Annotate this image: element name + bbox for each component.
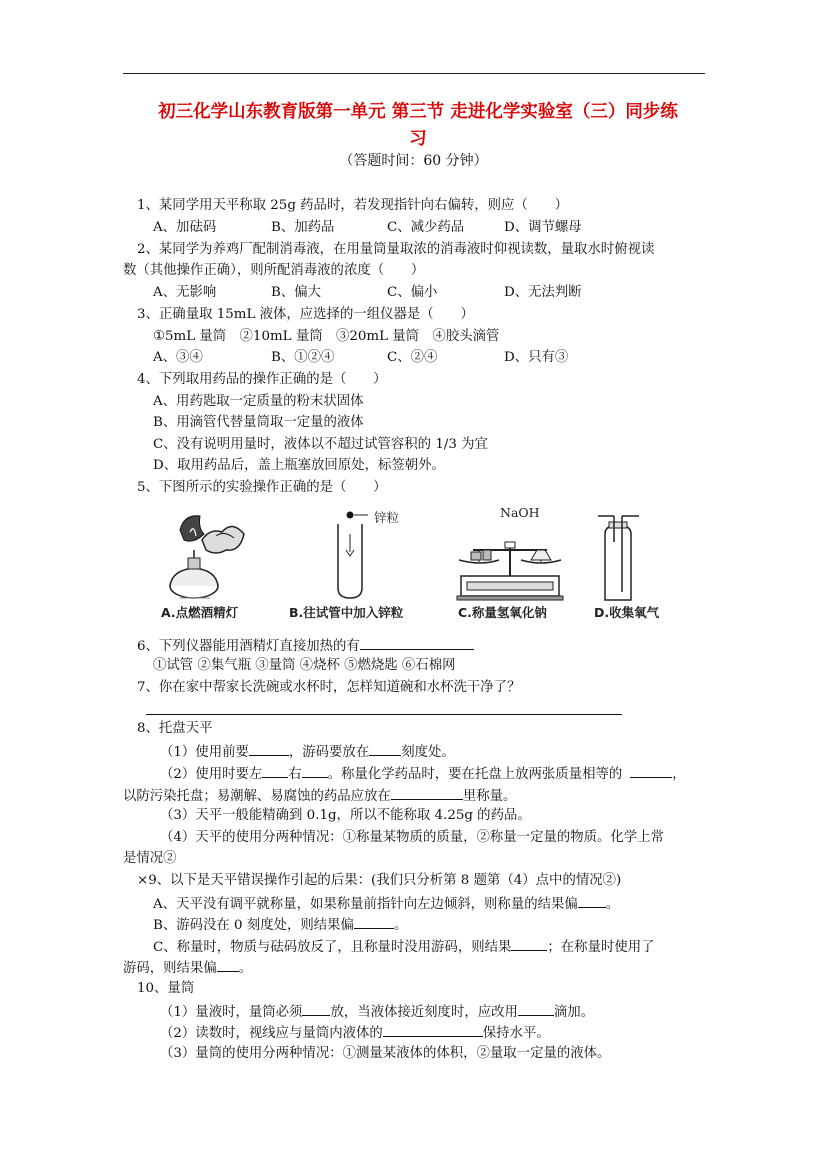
q8-part-2-line-1 [160, 764, 686, 784]
q4-option-d: D、取用药品后，盖上瓶塞放回原处，标签朝外。 [153, 458, 445, 473]
q8-p2-blank-3 [630, 764, 672, 778]
q2-option-a: A、无影响 [153, 285, 217, 300]
q3-option-d: D、只有③ [504, 350, 569, 365]
q10-p1-text-a: （1）量液时，量筒必须 [160, 1005, 303, 1020]
q1-option-d: D、调节螺母 [504, 220, 582, 235]
q3-option-b: B、①②④ [271, 350, 335, 365]
q8-p1-blank-1 [249, 742, 289, 756]
q9-c-text-3: 游码，则结果偏 [123, 961, 217, 976]
q6-items: ①试管 ②集气瓶 ③量筒 ④烧杯 ⑤燃烧匙 ⑥石棉网 [153, 658, 456, 673]
q9-c-blank-2 [217, 958, 239, 972]
naoh-label: NaOH [500, 505, 540, 520]
q8-p1-text-c: 刻度处。 [401, 745, 455, 760]
q9-c-end: 。 [238, 961, 253, 976]
question-5: 5、下图所示的实验操作正确的是（ ） [137, 480, 387, 495]
q8-p2-text-d: ， [672, 767, 686, 782]
q8-p2-text-f: 里称量。 [462, 789, 517, 804]
q7-answer-line [146, 714, 622, 715]
question-6 [137, 636, 474, 656]
q10-p1-text-c: 滴加。 [553, 1005, 595, 1020]
q10-p1-blank-1 [302, 1002, 330, 1016]
q9-c-text-2: ；在称量时使用了 [547, 940, 655, 955]
figure-c-caption: C.称量氢氧化钠 [458, 605, 547, 620]
question-2-line-2: 数（其他操作正确），则所配消毒液的浓度（ ） [123, 263, 425, 278]
q8-p2-text-e: 以防污染托盘；易潮解、易腐蚀的药品应放在 [123, 789, 391, 804]
q1-option-c: C、减少药品 [387, 220, 465, 235]
q10-part-3: （3）量筒的使用分两种情况：①测量某液体的体积，②量取一定量的液体。 [160, 1046, 611, 1061]
q8-p2-blank-2 [302, 764, 328, 778]
figure-d-caption: D.收集氧气 [594, 605, 660, 620]
alcohol-lamp-figure [160, 510, 270, 606]
question-8: 8、托盘天平 [137, 721, 213, 736]
title-line-1: 初三化学山东教育版第一单元 第三节 走进化学实验室（三）同步练 [158, 102, 678, 122]
q8-p1-text-a: （1）使用前要 [160, 745, 249, 760]
q2-option-d: D、无法判断 [504, 285, 582, 300]
q10-p2-text-a: （2）读数时，视线应与量筒内液体的 [160, 1026, 383, 1041]
q9-part-a [153, 894, 619, 914]
q8-p2-text-a: （2）使用时要左 [160, 767, 263, 782]
q1-option-a: A、加砝码 [153, 220, 217, 235]
q3-option-a: A、③④ [153, 350, 203, 365]
q6-answer-blank [360, 636, 474, 650]
q8-p2-text-c: 。称量化学药品时，要在托盘上放两张质量相等的 [327, 767, 623, 782]
q2-option-b: B、偏大 [271, 285, 322, 300]
page-title [118, 99, 718, 153]
question-7: 7、你在家中帮家长洗碗或水杯时，怎样知道碗和水杯洗干净了？ [137, 680, 521, 695]
q10-p1-blank-2 [518, 1002, 554, 1016]
gas-bottle-figure [595, 512, 643, 602]
q8-part-1 [160, 742, 455, 762]
q4-option-b: B、用滴管代替量筒取一定量的液体 [153, 415, 364, 430]
q9-b-end: 。 [393, 918, 408, 933]
question-2-line-1: 2、某同学为养鸡厂配制消毒液，在用量筒量取浓的消毒液时仰视读数，量取水时俯视读 [137, 242, 655, 257]
q2-option-c: C、偏小 [387, 285, 438, 300]
q8-p2-blank-1 [262, 764, 288, 778]
question-1: 1、某同学用天平称取 25g 药品时，若发现指针向右偏转，则应（ ） [137, 198, 568, 213]
question-3: 3、正确量取 15mL 液体，应选择的一组仪器是（ ） [137, 307, 474, 322]
q9-b-text: B、游码没在 0 刻度处，则结果偏 [153, 918, 354, 933]
q9-part-b [153, 915, 407, 935]
q10-p2-text-b: 保持水平。 [482, 1026, 550, 1041]
q4-option-a: A、用药匙取一定质量的粉末状固体 [153, 394, 364, 409]
q9-a-blank [578, 894, 606, 908]
figure-a-caption: A.点燃酒精灯 [161, 605, 239, 620]
q1-option-b: B、加药品 [271, 220, 335, 235]
question-4: 4、下列取用药品的操作正确的是（ ） [137, 372, 387, 387]
q6-text: 6、下列仪器能用酒精灯直接加热的有 [137, 639, 360, 654]
q10-part-2 [160, 1023, 550, 1043]
q9-a-text: A、天平没有调平就称量，如果称量前指针向左边倾斜，则称量的结果偏 [153, 897, 578, 912]
q8-p1-blank-2 [369, 742, 401, 756]
zinc-label: 锌粒 [374, 510, 400, 525]
q9-part-c-line-1 [153, 937, 655, 957]
q3-option-c: C、②④ [387, 350, 438, 365]
q9-c-text-1: C、称量时，物质与砝码放反了，且称量时没用游码，则结果 [153, 940, 512, 955]
balance-figure [455, 520, 565, 602]
answer-time: （答题时间：60 分钟） [339, 153, 488, 169]
q8-p1-text-b: ，游码要放在 [288, 745, 370, 760]
q10-p2-blank [383, 1023, 483, 1037]
figure-b-caption: B.往试管中加入锌粒 [289, 605, 404, 620]
q10-p1-text-b: 放，当液体接近刻度时，应改用 [330, 1005, 518, 1020]
q9-a-end: 。 [605, 897, 620, 912]
q9-b-blank [354, 915, 394, 929]
title-line-2: 习 [409, 129, 427, 149]
q9-part-c-line-2 [123, 958, 252, 978]
q8-p2-blank-4 [391, 786, 463, 800]
q8-part-3: （3）天平一般能精确到 0.1g，所以不能称取 4.25g 的药品。 [160, 808, 531, 823]
question-10: 10、量筒 [137, 981, 195, 996]
q9-c-blank-1 [511, 937, 547, 951]
q8-part-4-line-1: （4）天平的使用分两种情况：①称量某物质的质量，②称量一定量的物质。化学上常 [160, 830, 664, 845]
q8-part-4-line-2: 是情况② [123, 851, 177, 866]
header-rule [123, 73, 705, 74]
question-9: ×9、以下是天平错误操作引起的后果：(我们只分析第 8 题第（4）点中的情况②) [137, 873, 622, 888]
q4-option-c: C、没有说明用量时，液体以不超过试管容积的 1/3 为宜 [153, 437, 488, 452]
q10-part-1 [160, 1002, 594, 1022]
q8-part-2-line-2 [123, 786, 516, 806]
q3-items: ①5mL 量筒 ②10mL 量筒 ③20mL 量筒 ④胶头滴管 [153, 329, 500, 344]
q8-p2-text-b: 右 [288, 767, 302, 782]
